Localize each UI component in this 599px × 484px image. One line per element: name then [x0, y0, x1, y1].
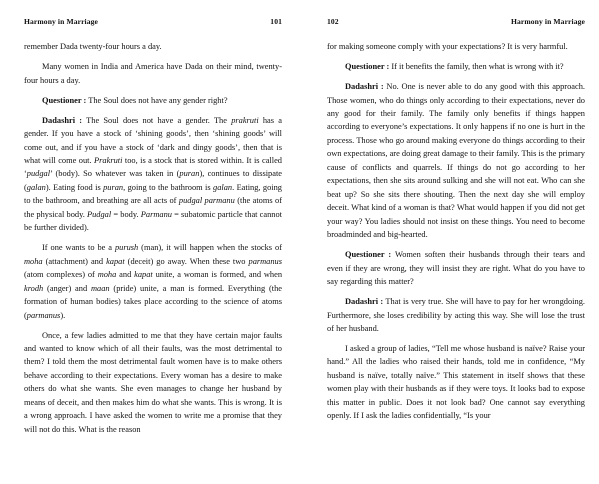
text-run: Women soften their husbands through their tears and even if they are wrong, they will insist they are right. What do you have to say regarding this matter?	[327, 250, 585, 287]
paragraph	[327, 248, 585, 288]
italic-term: purush	[114, 243, 139, 253]
paragraph	[327, 60, 585, 73]
text-run: unite, a woman is formed, and when	[152, 270, 283, 280]
italic-term: kapat	[106, 256, 125, 266]
text-run: (deceit) go away. When these two	[124, 256, 249, 266]
text-run: (atom complexes) of	[24, 270, 98, 280]
speaker-label: Dadashri :	[345, 82, 384, 92]
text-run: The Soul does not have any gender right?	[86, 95, 228, 105]
paragraph	[24, 60, 282, 87]
text-run: = body.	[111, 209, 141, 219]
text-run: Once, a few ladies admitted to me that they have certain major faults and wanted to know which of all their faults, was the most detrimental to them? I told them the most detrimental fault women have is to make others behave according to their expectations. Every woman has a desire to make others do what she wants. She even manages to change her husband by means of deceit, and then makes him do what she wants. This is wrong. It is a wrong approach. I have asked the women to write me a promise that they will not do this. What is the reason	[24, 330, 282, 434]
text-run: ), continues to dissipate (	[24, 169, 282, 192]
left-running-head	[24, 17, 282, 29]
text-run: too, is a stock that is stored within. It is called ‘	[24, 155, 282, 179]
right-page	[327, 0, 585, 484]
italic-term: moha	[97, 270, 117, 280]
text-run: If one wants to be a	[42, 243, 115, 253]
speaker-label: Dadashri :	[42, 115, 83, 125]
italic-term: kapat	[134, 270, 153, 280]
text-run: (anger) and	[43, 283, 91, 293]
text-run: That is very true. She will have to pay for her wrongdoing. Furthermore, she loses credibility by acting this way. She will lose the trust of her husband.	[327, 297, 585, 333]
left-body-text	[24, 40, 282, 443]
italic-term: puran	[103, 182, 124, 192]
italic-term: Prakruti	[94, 155, 123, 165]
italic-term: puran	[179, 169, 200, 179]
paragraph	[24, 94, 282, 107]
italic-term: Pudgal	[86, 209, 112, 219]
text-run: ).	[60, 310, 66, 320]
italic-term: pudgal	[26, 169, 51, 179]
paragraph	[327, 80, 585, 241]
text-run: Many women in India and America have Dada on their mind, twenty-four hours a day.	[24, 62, 282, 85]
speaker-label: Questioner :	[345, 250, 392, 260]
italic-term: parmanus	[26, 310, 61, 320]
text-run: (the atoms of the physical body.	[24, 196, 283, 219]
right-running-head	[327, 17, 585, 29]
text-run: . Eating, going to the bathroom, and breathing are all acts of	[24, 182, 282, 206]
right-body-text	[327, 40, 585, 429]
text-run: and	[116, 270, 135, 280]
text-run: I asked a group of ladies, “Tell me whose husband is naïve? Raise your hand.” All the ladies who raised their hands, told me in confidence, “My husband is naïve, totally naïve.” This statement in itself shows that these women play with their husbands as if they were toys. It looks bad to expose this matter in public. Does it not look bad? One cannot say everything openly. If I ask the ladies confidentially, “Is your	[327, 344, 585, 421]
text-run: = subatomic particle that cannot be further divided).	[24, 209, 282, 233]
text-run: If it benefits the family, then what is wrong with it?	[389, 62, 564, 72]
text-run: has a gender. If you have a stock of ‘shining goods’, then ‘shining goods’ will come out, and if you have a stock of ‘dark and dingy goods’, then that is what will come out.	[24, 115, 282, 165]
text-run: (attachment) and	[42, 256, 107, 266]
text-run: ). Eating food is	[45, 182, 104, 192]
speaker-label: Questioner :	[345, 62, 390, 72]
text-run: remember Dada twenty-four hours a day.	[24, 42, 162, 51]
speaker-label: Dadashri :	[345, 297, 384, 307]
paragraph	[24, 114, 282, 235]
italic-term: galan	[213, 182, 233, 192]
paragraph	[327, 40, 585, 53]
text-run: (man), it will happen when the stocks of	[138, 243, 282, 253]
italic-term: Parmanu	[140, 209, 172, 219]
italic-term: parmanus	[248, 256, 283, 266]
left-page-number: 101	[270, 17, 282, 26]
italic-term: pudgal parmanu	[178, 196, 235, 206]
left-header-title: Harmony in Marriage	[24, 17, 99, 26]
text-run: ’ (body). So whatever was taken in (	[50, 169, 180, 179]
italic-term: prakruti	[231, 115, 259, 125]
text-run: (pride) unite, a man is formed. Everything (the formation of human bodies) takes place according to the science of atoms (	[24, 283, 282, 320]
paragraph	[24, 40, 282, 53]
text-run: No. One is never able to do any good with this approach. Those women, who do things only according to their expectations, never do any good for their family. The family only benefits if things happen according to everyone’s expectations. It only happens if no one is hurt in the process. Those who go around making everyone do things according to their own expectations, are doing great damage to their family. This is the primary cause of conflicts and quarrels. If things do not go according to her expectations, then she sits around sulking and she will not eat. Who can she beat up? So she sits there shouting. Then the next day she will employ deceit. What kind of a woman is that? What would happen if you did not get your way? You ladies should not insist on these things. You need to become broadminded and big-hearted.	[327, 82, 585, 240]
italic-term: galan	[26, 182, 46, 192]
paragraph	[24, 241, 282, 322]
speaker-label: Questioner :	[42, 95, 87, 105]
text-run: , going to the bathroom is	[123, 182, 214, 192]
italic-term: maan	[90, 283, 110, 293]
italic-term: moha	[24, 256, 43, 266]
paragraph	[327, 342, 585, 423]
paragraph	[327, 295, 585, 335]
text-run: The Soul does not have a gender. The	[82, 115, 232, 125]
italic-term: krodh	[24, 283, 44, 293]
right-page-number: 102	[327, 17, 339, 26]
right-header-title: Harmony in Marriage	[510, 17, 585, 26]
left-page	[24, 0, 282, 484]
paragraph	[24, 329, 282, 437]
text-run: for making someone comply with your expectations? It is very harmful.	[327, 42, 568, 51]
